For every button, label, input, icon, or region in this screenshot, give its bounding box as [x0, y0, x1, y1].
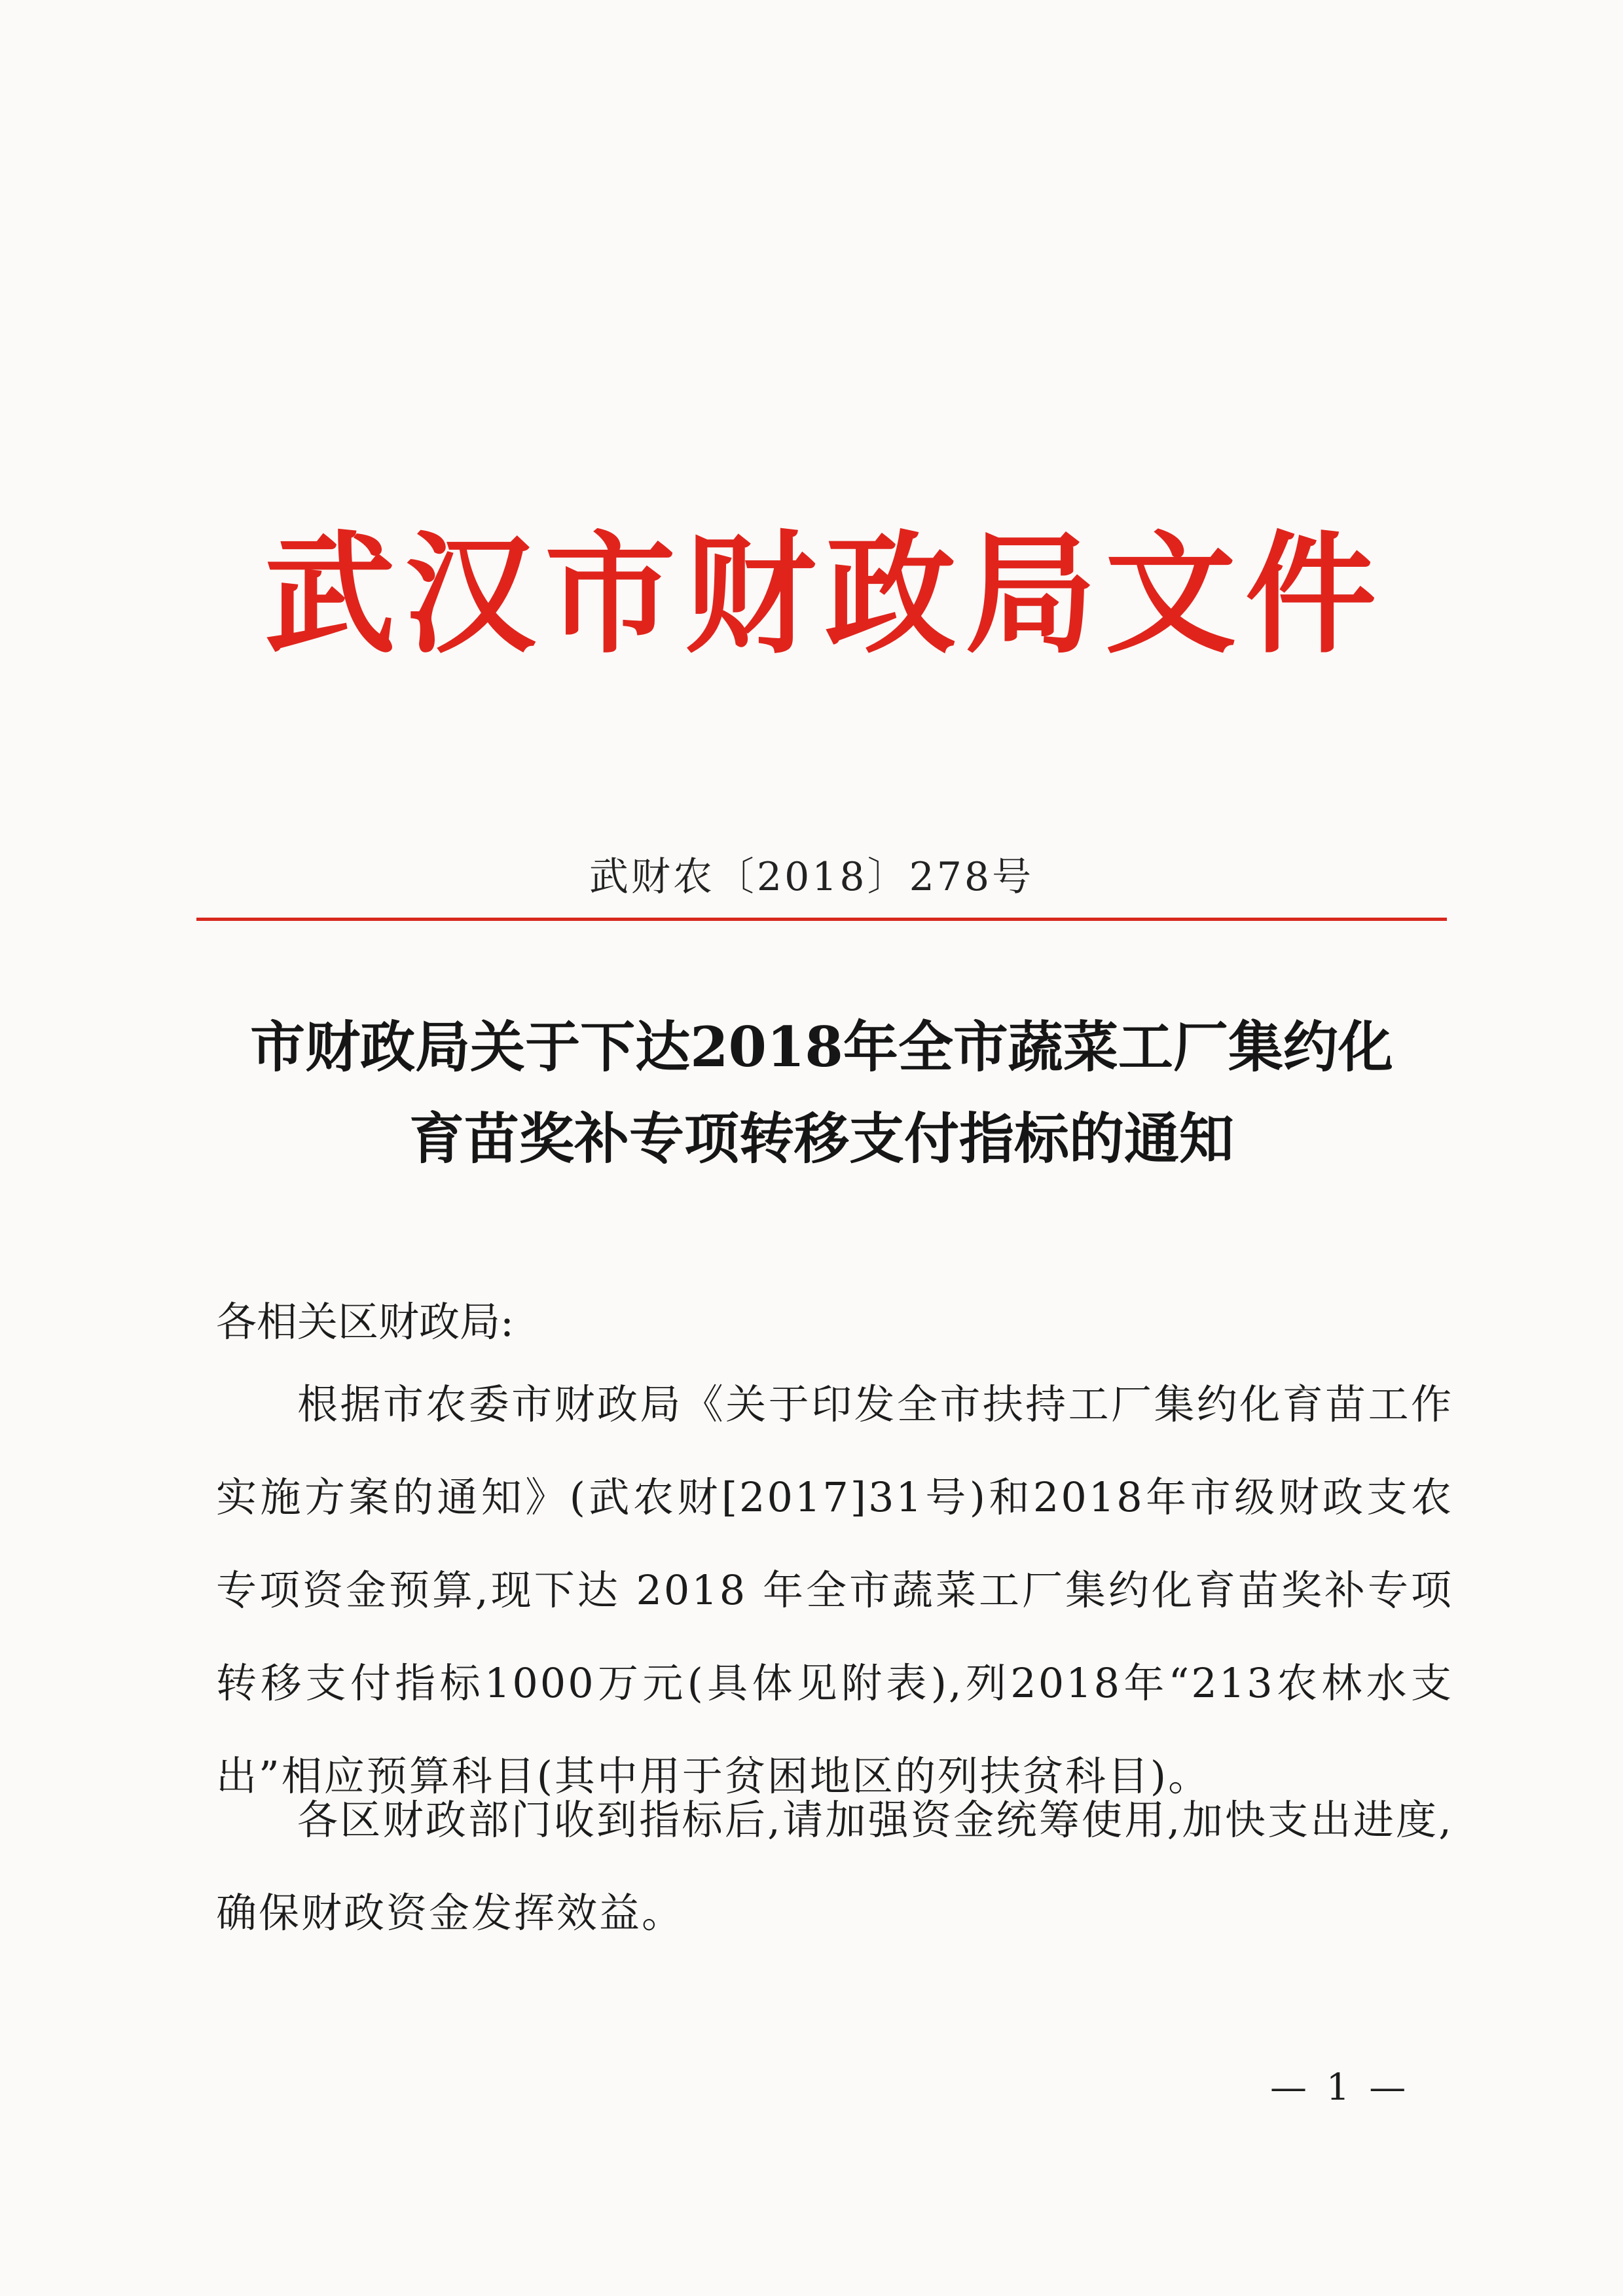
document-number: 武财农〔2018〕278号 — [589, 854, 1034, 900]
document-title-line-2: 育苗奖补专项转移支付指标的通知 — [409, 1106, 1234, 1171]
body-paragraph-1: 根据市农委市财政局《关于印发全市扶持工厂集约化育苗工作实施方案的通知》(武农财[2017]31号)和2018年市级财政支农专项资金预算,现下达 2018 年全市蔬菜工厂集约化育苗奖补专项转移支付指标1000万元(具体见附表),列2018年“213农林水支出”相应预算科目(其中用于贫困地区的列扶贫科目)。 — [216, 1380, 1453, 1800]
page-number: — 1 — — [1270, 2066, 1410, 2109]
red-separator-line — [196, 918, 1447, 921]
salutation: 各相关区财政局: — [216, 1298, 514, 1346]
document-title-line-1: 市财政局关于下达2018年全市蔬菜工厂集约化 — [250, 1014, 1393, 1079]
document-title — [196, 1001, 1447, 1185]
body-paragraph-2: 各区财政部门收到指标后,请加强资金统筹使用,加快支出进度,确保财政资金发挥效益。 — [216, 1796, 1453, 1937]
issuing-authority-header: 武汉市财政局文件 — [264, 519, 1385, 672]
